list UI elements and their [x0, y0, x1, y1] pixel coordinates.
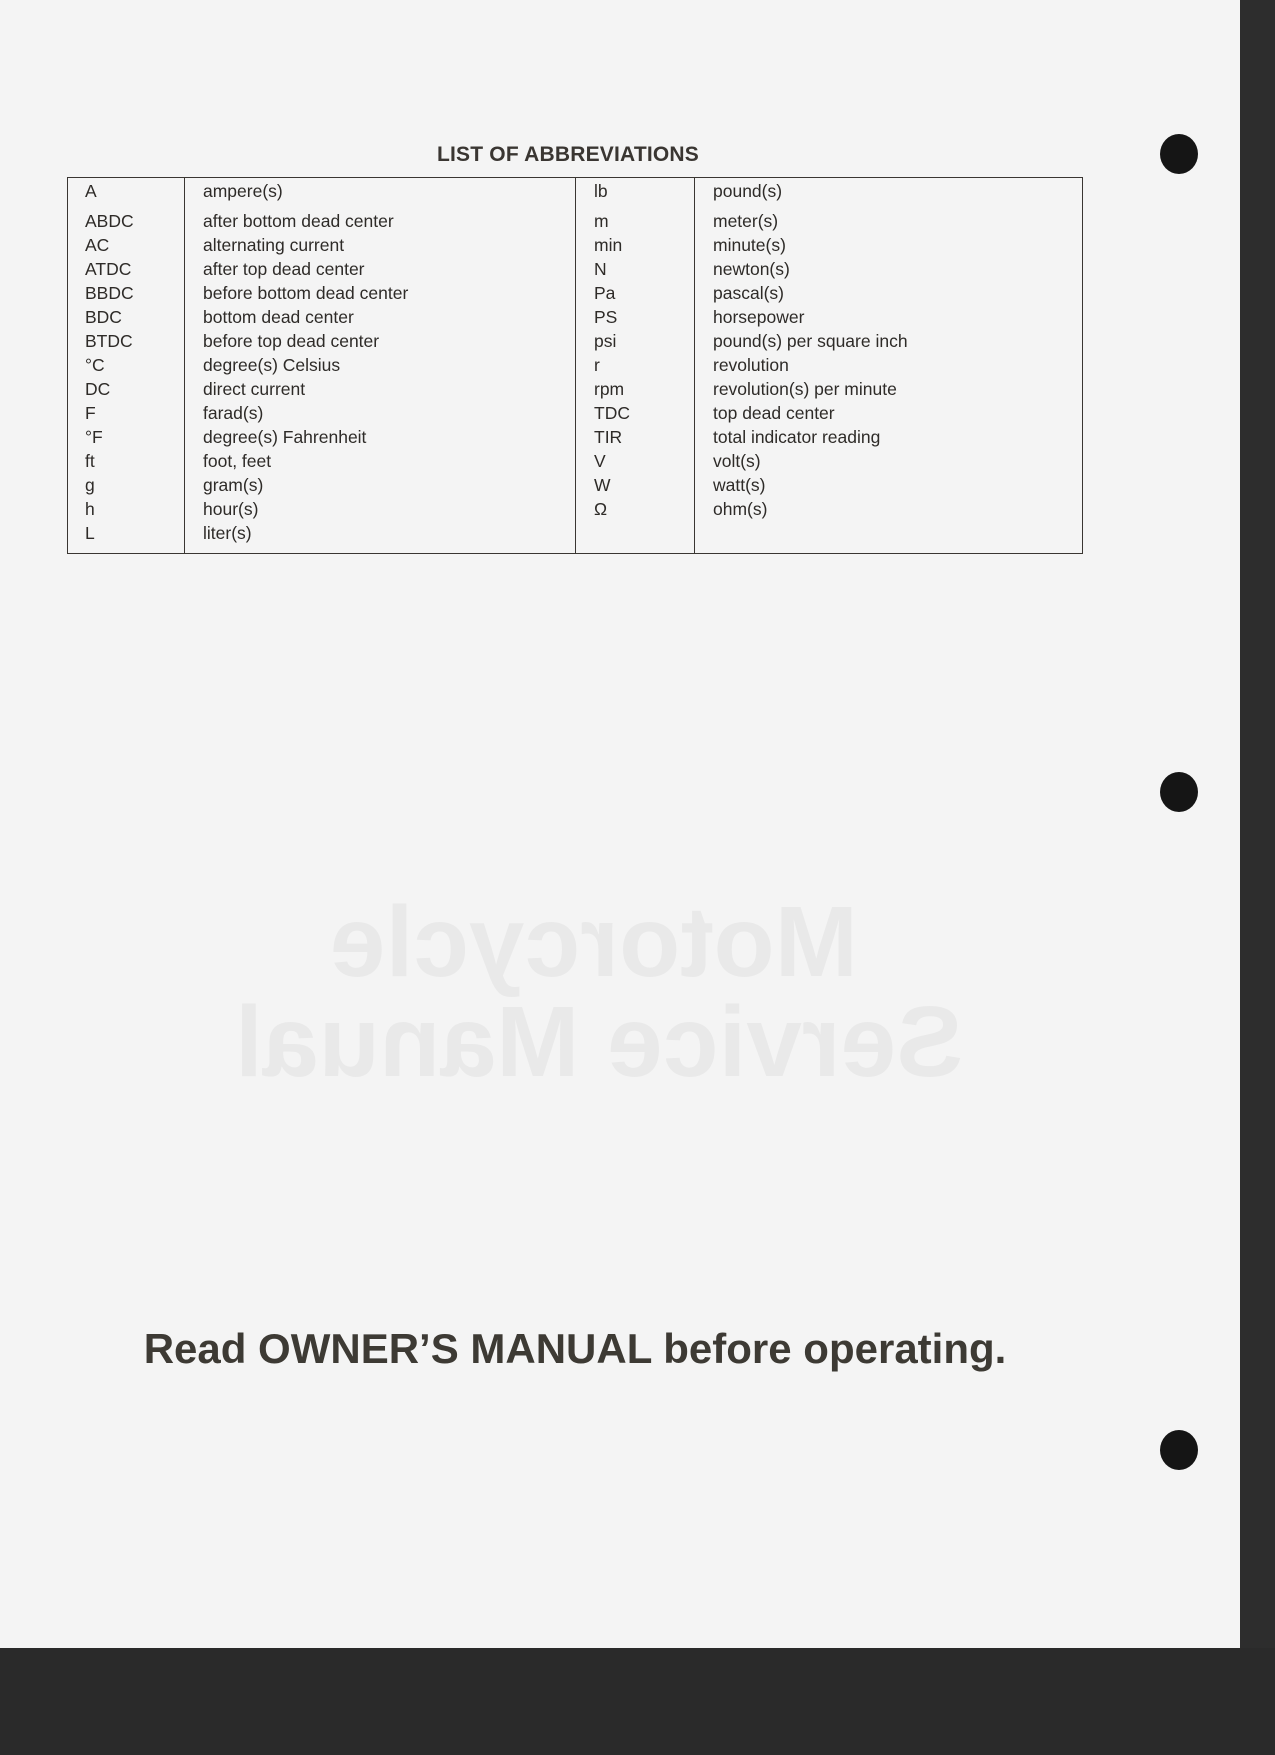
abbreviations-table [67, 177, 1083, 554]
bleed-through-text [235, 985, 963, 1100]
abbreviation-meaning: gram(s) [203, 475, 264, 495]
punch-hole [1160, 772, 1198, 812]
abbreviation: rpm [594, 379, 625, 399]
abbreviation-meaning: minute(s) [713, 235, 786, 255]
abbreviation: A [85, 181, 97, 201]
abbreviation: TIR [594, 427, 623, 447]
abbreviation-meaning: ampere(s) [203, 181, 283, 201]
left-meaning-column [185, 178, 576, 553]
abbreviation-meaning: total indicator reading [713, 427, 881, 447]
abbreviation-meaning: before top dead center [203, 331, 380, 351]
owners-manual-warning: Read OWNER’S MANUAL before operating. [143, 1325, 1007, 1372]
abbreviation: °C [85, 355, 105, 375]
abbreviation: BTDC [85, 331, 133, 351]
abbreviation: BDC [85, 307, 122, 327]
abbreviation: ABDC [85, 211, 134, 231]
abbreviation: psi [594, 331, 617, 351]
abbreviation-meaning: after top dead center [203, 259, 365, 279]
abbreviation-meaning: foot, feet [203, 451, 272, 471]
abbreviation-meaning: pound(s) per square inch [713, 331, 908, 351]
abbreviation-meaning: horsepower [713, 307, 805, 327]
scanner-edge [0, 1648, 1275, 1755]
abbreviation-meaning: pascal(s) [713, 283, 784, 303]
bleed-through-text [330, 885, 858, 1000]
abbreviation: ATDC [85, 259, 132, 279]
right-abbr-column [576, 178, 695, 553]
abbreviation: Pa [594, 283, 616, 303]
punch-hole [1160, 1430, 1198, 1470]
abbreviation-meaning: bottom dead center [203, 307, 354, 327]
abbreviation: V [594, 451, 606, 471]
abbreviation-meaning: before bottom dead center [203, 283, 409, 303]
left-abbr-column [68, 178, 185, 553]
abbreviation: ft [85, 451, 95, 471]
abbreviation: N [594, 259, 607, 279]
abbreviation: min [594, 235, 623, 255]
abbreviation: TDC [594, 403, 630, 423]
abbreviation: °F [85, 427, 103, 447]
abbreviation-meaning: ohm(s) [713, 499, 768, 519]
abbreviation: lb [594, 181, 608, 201]
abbreviation-meaning: hour(s) [203, 499, 259, 519]
abbreviation: r [594, 355, 600, 375]
abbreviation: L [85, 523, 95, 543]
abbreviation: F [85, 403, 96, 423]
abbreviation: BBDC [85, 283, 134, 303]
abbreviation: h [85, 499, 95, 519]
abbreviation-meaning: volt(s) [713, 451, 761, 471]
abbreviation: W [594, 475, 611, 495]
abbreviation: DC [85, 379, 111, 399]
abbreviation-meaning: pound(s) [713, 181, 783, 201]
abbreviation-meaning: revolution [713, 355, 789, 375]
page-title: LIST OF ABBREVIATIONS [436, 143, 700, 166]
abbreviation-meaning: alternating current [203, 235, 345, 255]
abbreviation: PS [594, 307, 618, 327]
abbreviation-meaning: farad(s) [203, 403, 264, 423]
right-meaning-column [695, 178, 1082, 553]
abbreviation-meaning: after bottom dead center [203, 211, 394, 231]
scanner-edge [1240, 0, 1275, 1755]
abbreviation-meaning: watt(s) [713, 475, 766, 495]
abbreviation: m [594, 211, 609, 231]
abbreviation-meaning: direct current [203, 379, 306, 399]
abbreviation: AC [85, 235, 110, 255]
abbreviation-meaning: newton(s) [713, 259, 790, 279]
punch-hole [1160, 134, 1198, 174]
abbreviation-meaning: revolution(s) per minute [713, 379, 897, 399]
abbreviation-meaning: degree(s) Fahrenheit [203, 427, 367, 447]
abbreviation-meaning: liter(s) [203, 523, 252, 543]
abbreviation-meaning: degree(s) Celsius [203, 355, 341, 375]
abbreviation: Ω [594, 499, 608, 519]
abbreviation-meaning: meter(s) [713, 211, 779, 231]
abbreviation-meaning: top dead center [713, 403, 835, 423]
abbreviation: g [85, 475, 95, 495]
